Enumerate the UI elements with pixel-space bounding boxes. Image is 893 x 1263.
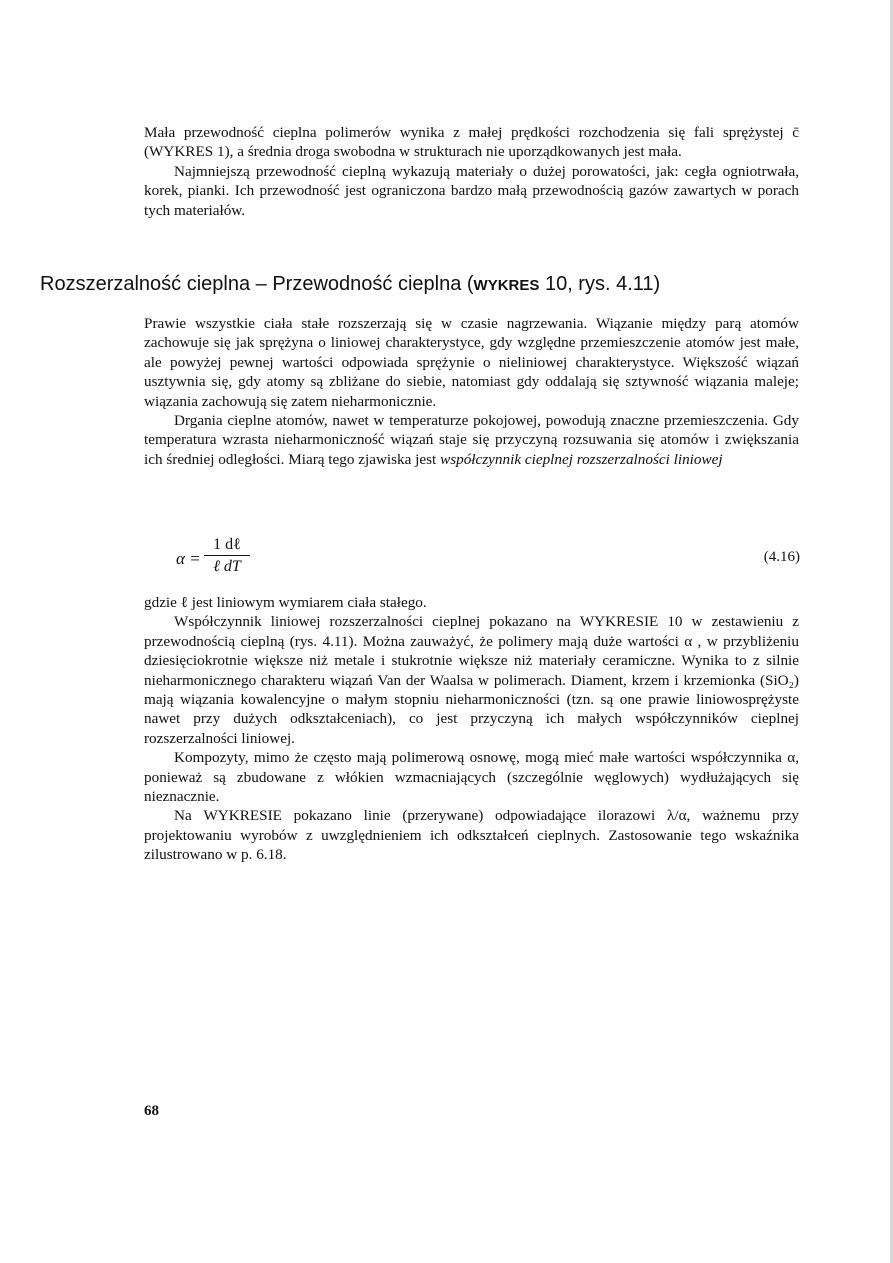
paragraph-coefficient-chart-sc: WYKRESIE [579,613,659,631]
paragraph-lambda-alpha [144,806,799,864]
paragraph-lambda-alpha-b: pokazano linie (przerywane) odpowiadające ilorazowi λ/α, ważnemu przy projektowaniu wyrobów z uwzględnieniem ich odkształceń cieplnych. Zastosowanie tego wskaźnika zilustrowano w p. 6.18. [144,807,800,864]
section-heading [40,271,800,299]
heading-text-a: Rozszerzalność cieplna – Przewodność cieplna ( [40,273,474,295]
paragraph-expansion-intro: Prawie wszystkie ciała stałe rozszerzają się w czasie nagrzewania. Wiązanie między parą atomów zachowuje się jak sprężyna o liniowej charakterystyce, gdy względne przemieszczenie atomów jest małe, ale powyżej pewnej wartości odpowiada sprężynie o nieliniowej charakterystyce. Większość wiązań usztywnia się, gdy atomy są zbliżane do siebie, natomiast gdy oddalają się sztywność wiązania maleje; wiązania zachowują się zatem nieharmonicznie. [144,315,799,410]
coefficient-term: współczynnik cieplnej rozszerzalności liniowej [440,450,723,468]
paragraph-lambda-alpha-sc: WYKRESIE [203,807,282,825]
equation-fraction [202,535,252,578]
equation-lhs: α = [176,549,201,568]
paragraph-where-l: gdzie ℓ jest liniowym wymiarem ciała stałego. [144,594,427,611]
paragraph-coefficient-chart-b: 10 w zestawieniu z przewodnością cieplną (rys. 4.11). Można zauważyć, że polimery mają duże wartości α , w przybliżeniu dziesięciokrotnie większe niż metale i stukrotnie większe niż materiały ceramiczne. Wynika to z silnie nieharmonicznego charakteru wiązań Van der Waalsa w polimerach. Diament, krzem i krzemionka (SiO₂) mają wiązania kowalencyjne o małym stopniu nieharmoniczności (tzn. są one prawie liniowosprężyste nawet przy dużych odkształceniach), co jest przyczyną ich małych współczynników cieplnej rozszerzalności liniowej. [144,613,799,747]
paragraph-thermal-vibrations-text: Drgania cieplne atomów, nawet w temperaturze pokojowej, powodują znaczne przemieszczenia. Gdy temperatura wzrasta nieharmoniczność wiązań staje się przyczyną rozsuwania się atomów i zwiększania ich średniej odległości. Miarą tego zjawiska jest [144,412,799,468]
page-number: 68 [144,1103,159,1119]
paragraph-composites: Kompozyty, mimo że często mają polimerową osnowę, mogą mieć małe wartości współczynnika α, ponieważ są zbudowane z włókien wzmacniających (szczególnie węglowych) wydłużających się nieznacznie. [144,749,799,806]
heading-text-c: 10, rys. 4.11) [539,273,661,295]
equation-4-16 [172,535,800,585]
heading-text-b: WYKRES [473,277,540,294]
coefficient-text-block [144,593,799,865]
equation-numerator: 1 dℓ [213,536,241,553]
paragraph-porous-materials: Najmniejszą przewodność cieplną wykazują materiały o dużej porowatości, jak: cegła ogniotrwała, korek, pianki. Ich przewodność jest ograniczona bardzo małą przewodnością gazów zawartych w porach tych materiałów. [144,162,799,219]
intro-text-block [144,123,799,220]
paragraph-thermal-vibrations [144,411,799,469]
equation-denominator: ℓ dT [213,558,241,575]
paragraph-coefficient-chart-a: Współczynnik liniowej rozszerzalności cieplnej pokazano na [174,613,580,631]
expansion-text-block [144,314,799,469]
paragraph-coefficient-chart [144,612,799,748]
paragraph-lambda-alpha-a: Na [174,807,204,825]
equation-number: (4.16) [763,549,800,565]
paragraph-thermal-conductivity-polymers: Mała przewodność cieplna polimerów wynika z małej prędkości rozchodzenia się fali sprężystej c̄ (WYKRES 1), a średnia droga swobodna w strukturach nie uporządkowanych jest mała. [144,124,799,161]
